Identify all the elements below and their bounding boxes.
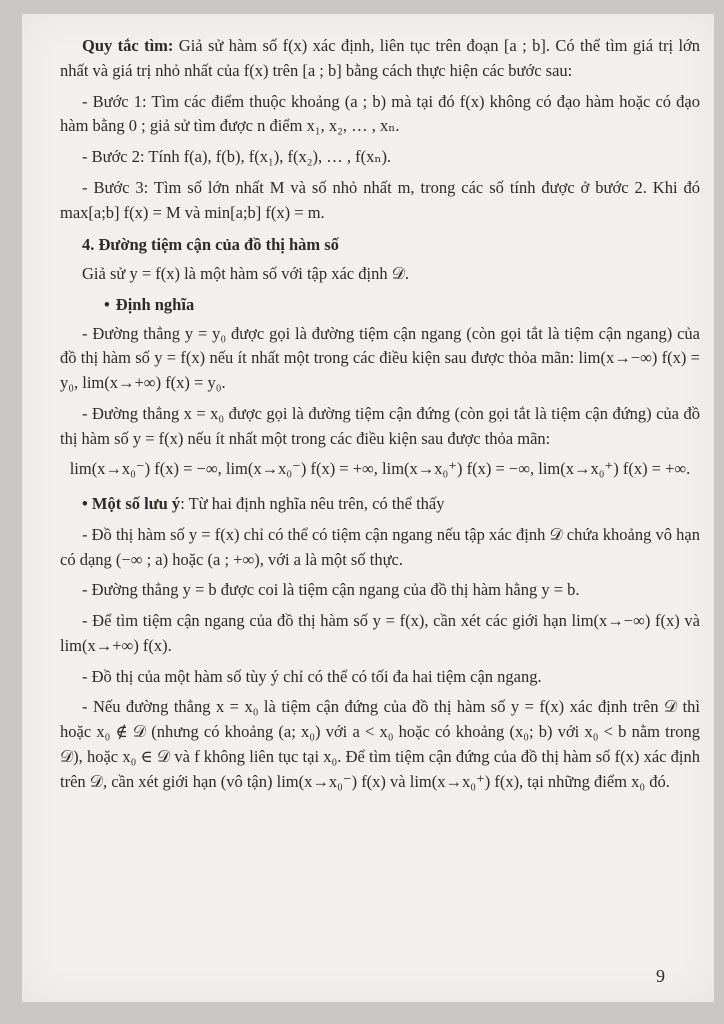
book-page [22, 14, 714, 1002]
note-1: - Đồ thị hàm số y = f(x) chỉ có thể có tiệm cận ngang nếu tập xác định 𝒟 chứa khoảng vô hạn có dạng (−∞ ; a) hoặc (a ; +∞), với a là một số thực. [60, 524, 700, 569]
page-content [60, 34, 700, 800]
page-number: 9 [656, 966, 665, 986]
rule-text: Giả sử hàm số f(x) xác định, liên tục trên đoạn [a ; b]. Có thể tìm giá trị lớn nhất và giá trị nhỏ nhất của f(x) trên [a ; b] bằng cách thực hiện các bước sau: [60, 36, 700, 80]
note-4: - Đồ thị của một hàm số tùy ý chỉ có thể có tối đa hai tiệm cận ngang. [82, 666, 542, 686]
note-2: - Đường thẳng y = b được coi là tiệm cận ngang của đồ thị hàm hằng y = b. [82, 580, 580, 600]
notes-intro: : Từ hai định nghĩa nêu trên, có thể thấy [180, 494, 445, 513]
rule-paragraph [60, 34, 700, 84]
note-5: - Nếu đường thẳng x = x₀ là tiệm cận đứng của đồ thị hàm số y = f(x) xác định trên 𝒟 thì hoặc x₀ ∉ 𝒟 (nhưng có khoảng (a; x₀) với a < x₀ hoặc có khoảng (x₀; b) với x₀ < b nằm trong 𝒟), hoặc x₀ ∈ 𝒟 và f không liên tục tại x₀. Để tìm tiệm cận đứng của đồ thị hàm số f(x) xác định trên 𝒟, cần xét giới hạn (vô tận) lim(x→x₀⁻) f(x) và lim(x→x₀⁺) f(x), tại những điểm x₀ đó. [60, 697, 700, 791]
horizontal-asymptote-definition: - Đường thẳng y = y₀ được gọi là đường tiệm cận ngang (còn gọi tắt là tiệm cận ngang) của đồ thị hàm số y = f(x) nếu ít nhất một trong các điều kiện sau được thỏa mãn: lim(x→−∞) f(x) = y₀, lim(x→+∞) f(x) = y₀. [60, 323, 700, 392]
section-heading: 4. Đường tiệm cận của đồ thị hàm số [82, 235, 339, 255]
vertical-limit-formula: lim(x→x₀⁻) f(x) = −∞, lim(x→x₀⁻) f(x) = +∞, lim(x→x₀⁺) f(x) = −∞, lim(x→x₀⁺) f(x) = +∞. [69, 459, 691, 479]
note-3: - Để tìm tiệm cận ngang của đồ thị hàm số y = f(x), cần xét các giới hạn lim(x→−∞) f(x) và lim(x→+∞) f(x). [60, 611, 700, 655]
bullet-icon: • [104, 294, 110, 314]
bullet-icon: • [82, 494, 92, 513]
definition-title: Định nghĩa [115, 294, 195, 314]
assumption: Giả sử y = f(x) là một hàm số với tập xác định 𝒟. [82, 264, 409, 283]
definition-heading [60, 293, 700, 318]
vertical-asymptote-definition: - Đường thẳng x = x₀ được gọi là đường tiệm cận đứng (còn gọi tắt là tiệm cận đứng) của đồ thị hàm số y = f(x) nếu ít nhất một trong các điều kiện sau được thỏa mãn: [60, 403, 700, 448]
notes-heading [60, 492, 700, 517]
step-1: - Bước 1: Tìm các điểm thuộc khoảng (a ; b) mà tại đó f(x) không có đạo hàm hoặc có đạo hàm bằng 0 ; giả sử tìm được n điểm x₁, x₂, … , xₙ. [60, 91, 700, 136]
step-2: - Bước 2: Tính f(a), f(b), f(x₁), f(x₂), … , f(xₙ). [82, 147, 392, 166]
notes-title: Một số lưu ý [91, 494, 181, 513]
step-3: - Bước 3: Tìm số lớn nhất M và số nhỏ nhất m, trong các số tính được ở bước 2. Khi đó max[a;b] f(x) = M và min[a;b] f(x) = m. [60, 177, 700, 222]
rule-heading: Quy tắc tìm: [82, 36, 174, 55]
